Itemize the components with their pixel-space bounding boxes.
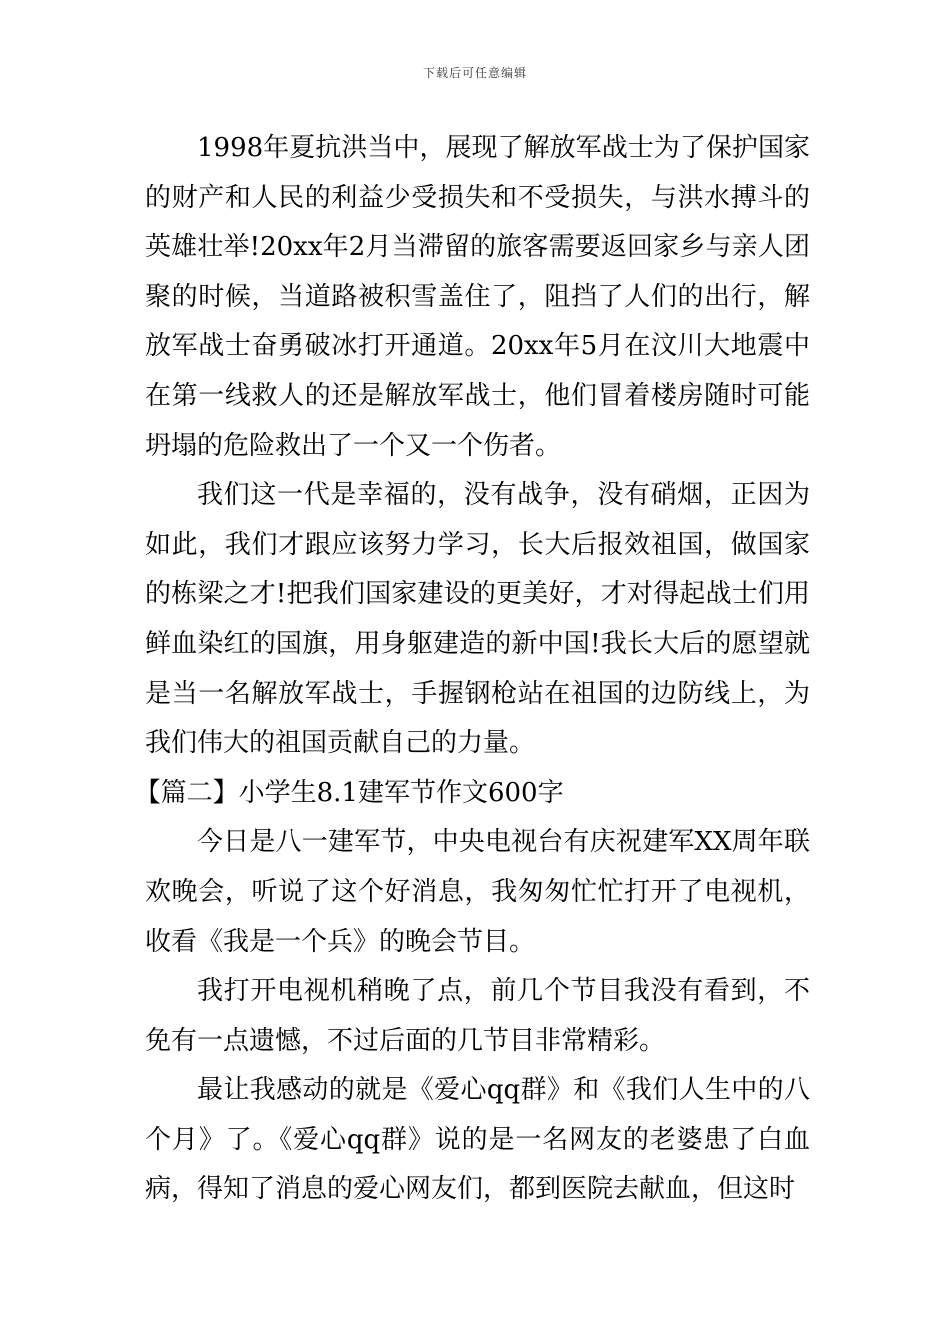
paragraph-late-tv: 我打开电视机稍晚了点，前几个节目我没有看到，不免有一点遗憾，不过后面的几节目非常精彩。 [145, 976, 810, 1056]
document-body [134, 124, 810, 1215]
page-header: 下载后可任意编辑 [422, 66, 527, 80]
paragraph-our-generation: 我们这一代是幸福的，没有战争，没有硝烟，正因为如此，我们才跟应该努力学习，长大后报效祖国，做国家的栋梁之才!把我们国家建设的更美好，才对得起战士们用鲜血染红的国旗，用身躯建造的新中国!我长大后的愿望就是当一名解放军战士，手握钢枪站在祖国的边防线上，为我们伟大的祖国贡献自己的力量。 [145, 480, 810, 759]
paragraph-most-touching: 最让我感动的就是《爱心qq群》和《我们人生中的八个月》了。《爱心qq群》说的是一名网友的老婆患了白血病，得知了消息的爱心网友们，都到医院去献血，但这时 [145, 1075, 810, 1205]
section-heading: 【篇二】小学生8.1建军节作文600字 [134, 777, 564, 808]
paragraph-army-day-gala: 今日是八一建军节，中央电视台有庆祝建军XX周年联欢晚会，听说了这个好消息，我匆匆忙忙打开了电视机，收看《我是一个兵》的晚会节目。 [145, 827, 810, 957]
paragraph-flood-relief: 1998年夏抗洪当中，展现了解放军战士为了保护国家的财产和人民的利益少受损失和不受损失，与洪水搏斗的英雄壮举!20xx年2月当滞留的旅客需要返回家乡与亲人团聚的时候，当道路被积雪盖住了，阻挡了人们的出行，解放军战士奋勇破冰打开通道。20xx年5月在汶川大地震中在第一线救人的还是解放军战士，他们冒着楼房随时可能坍塌的危险救出了一个又一个伤者。 [145, 133, 810, 461]
